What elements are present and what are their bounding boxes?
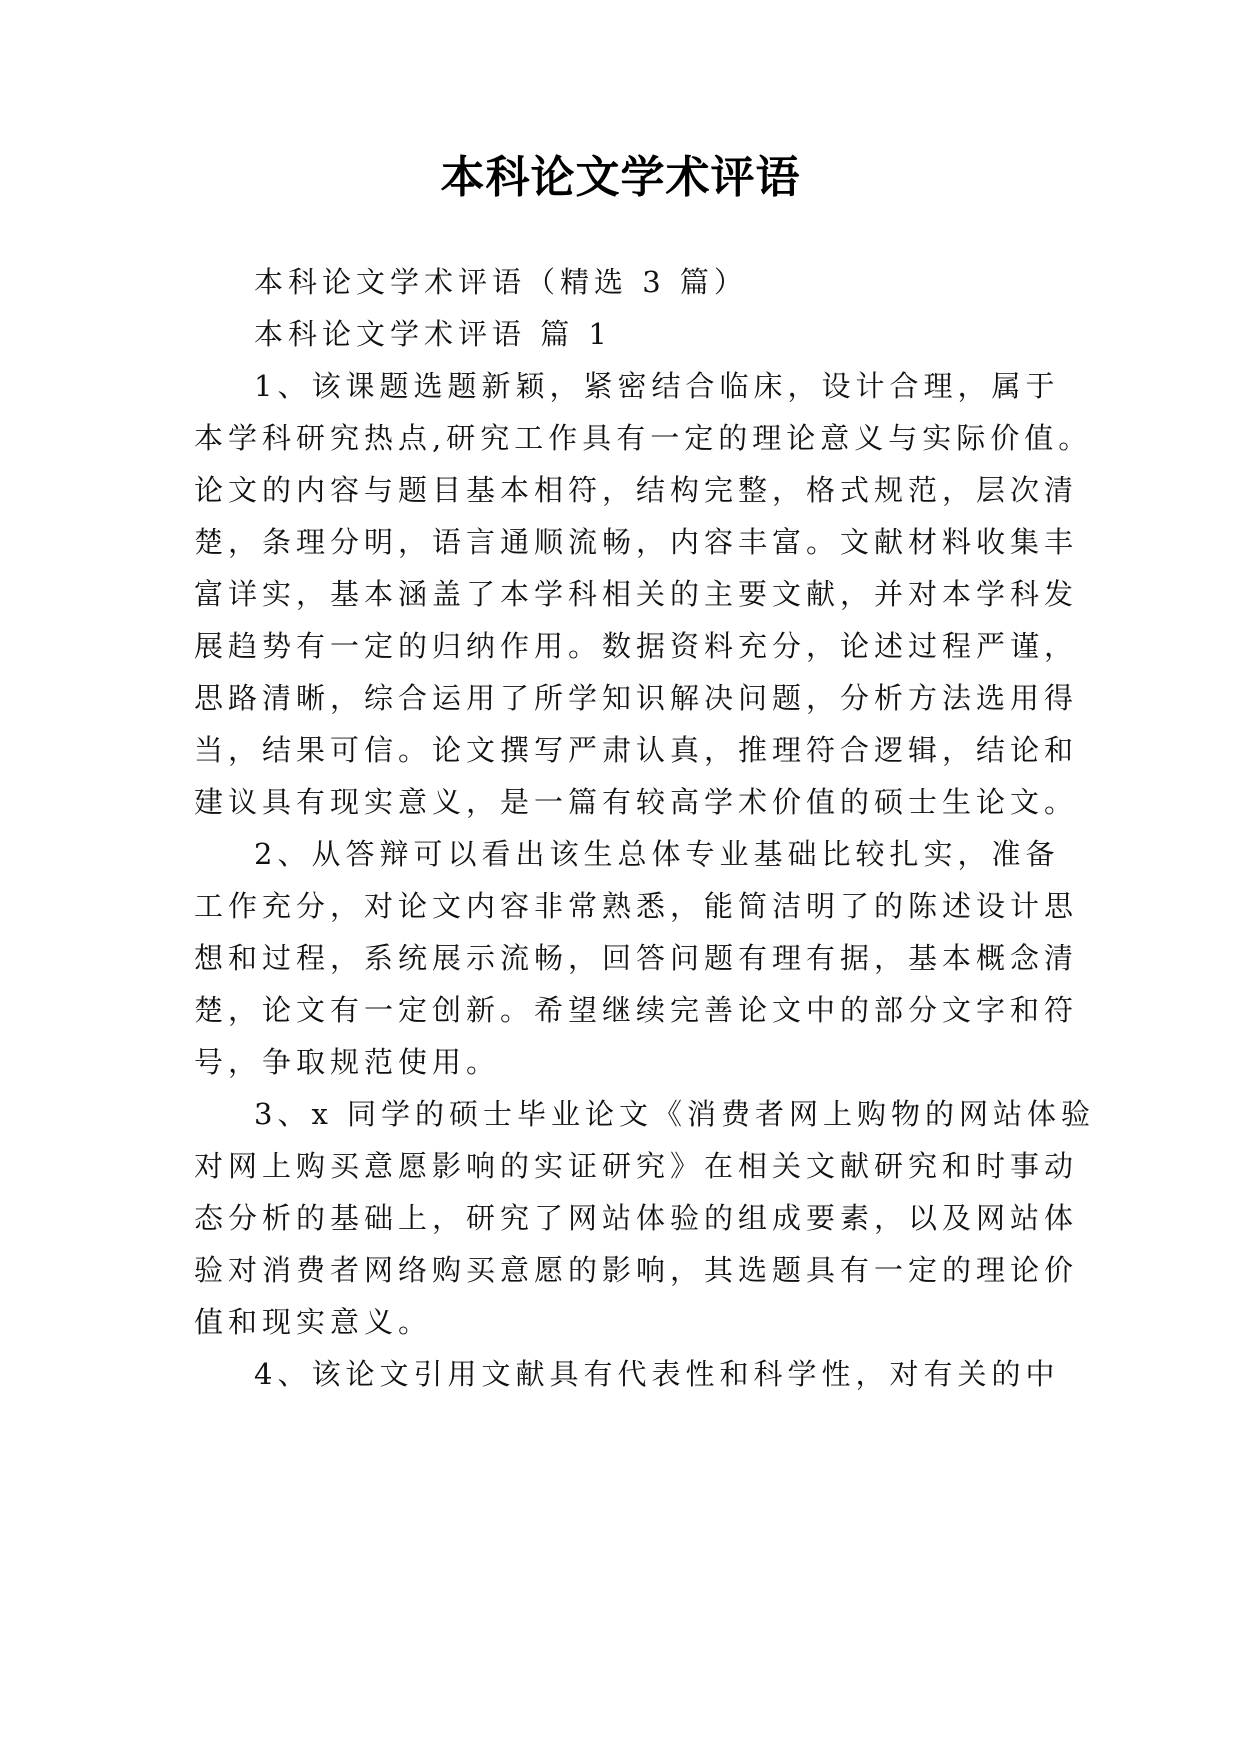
paragraph-line: 工作充分，对论文内容非常熟悉，能简洁明了的陈述设计思 [194,889,1079,923]
paragraph-line: 本学科研究热点,研究工作具有一定的理论意义与实际价值。 [194,421,1093,455]
paragraph-line: 4、该论文引用文献具有代表性和科学性，对有关的中 [254,1357,1060,1391]
paragraph-line: 思路清晰，综合运用了所学知识解决问题，分析方法选用得 [194,681,1079,715]
paragraph-line: 号，争取规范使用。 [194,1045,501,1079]
paragraph-line: 楚，条理分明，语言通顺流畅，内容丰富。文献材料收集丰 [194,525,1079,559]
paragraph-line: 富详实，基本涵盖了本学科相关的主要文献，并对本学科发 [194,577,1079,611]
paragraph-line: 值和现实意义。 [194,1305,433,1339]
document-title: 本科论文学术评语 [440,152,801,203]
paragraph-line: 建议具有现实意义，是一篇有较高学术价值的硕士生论文。 [194,785,1079,819]
section-heading: 本科论文学术评语 篇 1 [254,317,612,351]
paragraph-line: 2、从答辩可以看出该生总体专业基础比较扎实，准备 [254,837,1060,871]
paragraph-line: 想和过程，系统展示流畅，回答问题有理有据，基本概念清 [194,941,1079,975]
paragraph-line: 验对消费者网络购买意愿的影响，其选题具有一定的理论价 [194,1253,1079,1287]
paragraph-line: 1、该课题选题新颖，紧密结合临床，设计合理，属于 [254,369,1060,403]
subtitle-line: 本科论文学术评语（精选 3 篇） [254,265,748,299]
paragraph-line: 楚，论文有一定创新。希望继续完善论文中的部分文字和符 [194,993,1079,1027]
paragraph-line: 3、x 同学的硕士毕业论文《消费者网上购物的网站体验 [254,1097,1096,1131]
paragraph-line: 论文的内容与题目基本相符，结构完整，格式规范，层次清 [194,473,1079,507]
paragraph-line: 展趋势有一定的归纳作用。数据资料充分，论述过程严谨， [194,629,1079,663]
paragraph-line: 对网上购买意愿影响的实证研究》在相关文献研究和时事动 [194,1149,1079,1183]
paragraph-line: 当，结果可信。论文撰写严肃认真，推理符合逻辑，结论和 [194,733,1079,767]
paragraph-line: 态分析的基础上，研究了网站体验的组成要素，以及网站体 [194,1201,1079,1235]
